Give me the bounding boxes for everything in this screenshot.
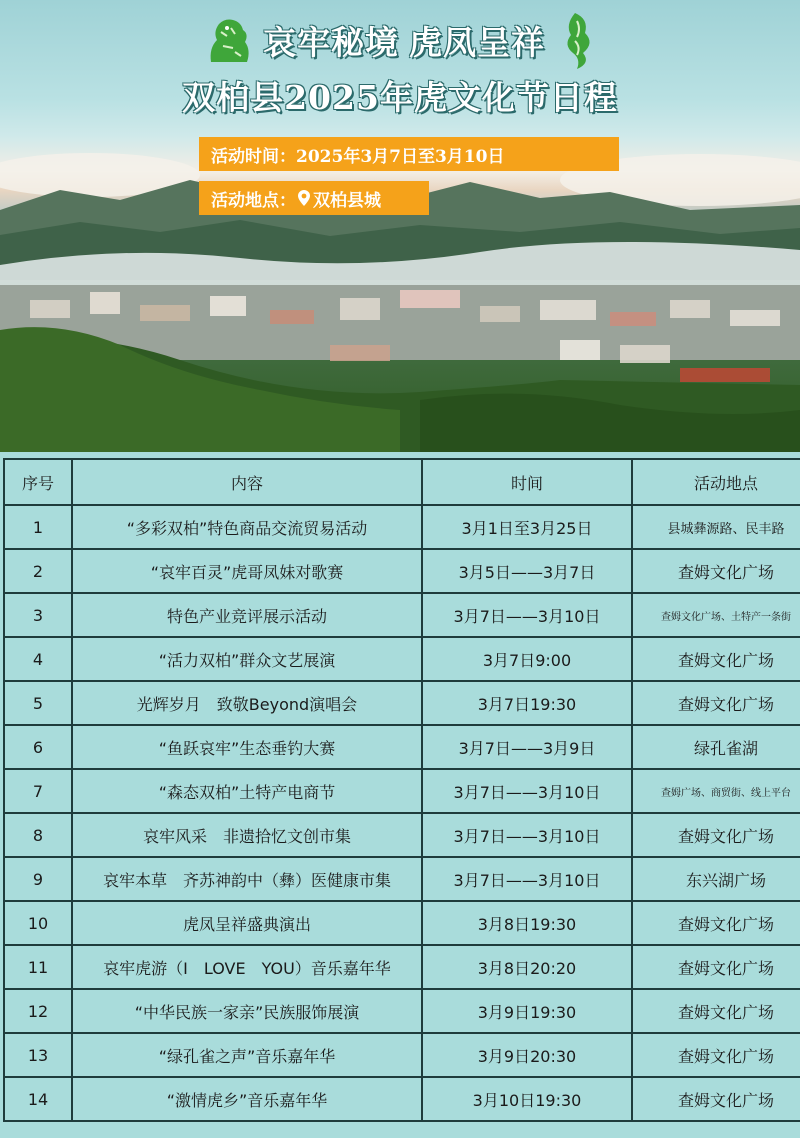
row-no: 11	[4, 945, 72, 989]
row-place: 查姆文化广场	[632, 989, 800, 1033]
table-row	[4, 549, 800, 593]
row-content: “哀牢百灵”虎哥凤妹对歌赛	[72, 549, 422, 593]
row-content: 哀牢本草 齐苏神韵中（彝）医健康市集	[72, 857, 422, 901]
time-value: 2025年3月7日至3月10日	[296, 146, 505, 167]
slogan-left: 哀牢秘境	[263, 22, 399, 62]
table-row	[4, 857, 800, 901]
header-place: 活动地点	[632, 459, 800, 505]
row-time: 3月7日——3月10日	[422, 857, 632, 901]
row-time: 3月9日19:30	[422, 989, 632, 1033]
row-no: 1	[4, 505, 72, 549]
table-row	[4, 989, 800, 1033]
time-label: 活动时间：	[211, 146, 296, 167]
row-time: 3月5日——3月7日	[422, 549, 632, 593]
table-header-row	[4, 459, 800, 505]
row-time: 3月7日——3月10日	[422, 593, 632, 637]
row-place: 查姆文化广场	[632, 945, 800, 989]
row-place: 查姆文化广场	[632, 681, 800, 725]
location-pin-icon	[298, 190, 310, 206]
table-row	[4, 813, 800, 857]
row-no: 10	[4, 901, 72, 945]
event-time-banner	[199, 137, 619, 171]
header-no: 序号	[4, 459, 72, 505]
table-row	[4, 637, 800, 681]
table-row	[4, 725, 800, 769]
slogan-right: 虎凤呈祥	[409, 22, 545, 62]
row-place: 绿孔雀湖	[632, 725, 800, 769]
row-content: 虎凤呈祥盛典演出	[72, 901, 422, 945]
table-row	[4, 593, 800, 637]
header-time: 时间	[422, 459, 632, 505]
table-row	[4, 945, 800, 989]
row-time: 3月7日——3月9日	[422, 725, 632, 769]
table-row	[4, 901, 800, 945]
row-no: 9	[4, 857, 72, 901]
row-no: 13	[4, 1033, 72, 1077]
row-no: 14	[4, 1077, 72, 1121]
row-content: 特色产业竞评展示活动	[72, 593, 422, 637]
tiger-icon	[205, 12, 253, 68]
row-time: 3月1日至3月25日	[422, 505, 632, 549]
row-content: “中华民族一家亲”民族服饰展演	[72, 989, 422, 1033]
row-content: “鱼跃哀牢”生态垂钓大赛	[72, 725, 422, 769]
row-place: 查姆文化广场	[632, 637, 800, 681]
row-no: 12	[4, 989, 72, 1033]
row-content: 哀牢风采 非遗拾忆文创市集	[72, 813, 422, 857]
row-place: 查姆文化广场	[632, 813, 800, 857]
row-no: 7	[4, 769, 72, 813]
row-no: 2	[4, 549, 72, 593]
row-content: “活力双柏”群众文艺展演	[72, 637, 422, 681]
hero-banner	[0, 0, 800, 452]
table-row	[4, 1077, 800, 1121]
row-place: 查姆文化广场	[632, 549, 800, 593]
row-place: 查姆文化广场	[632, 1033, 800, 1077]
row-no: 5	[4, 681, 72, 725]
row-content: “激情虎乡”音乐嘉年华	[72, 1077, 422, 1121]
row-no: 8	[4, 813, 72, 857]
row-place: 查姆广场、商贸街、线上平台	[632, 769, 800, 813]
phoenix-icon	[555, 9, 595, 71]
table-row	[4, 505, 800, 549]
row-place: 查姆文化广场、土特产一条街	[632, 593, 800, 637]
header-content: 内容	[72, 459, 422, 505]
schedule-table	[3, 458, 800, 1122]
row-place: 县城彝源路、民丰路	[632, 505, 800, 549]
row-no: 3	[4, 593, 72, 637]
row-time: 3月7日——3月10日	[422, 769, 632, 813]
row-time: 3月7日19:30	[422, 681, 632, 725]
event-place-banner	[199, 181, 429, 215]
row-place: 查姆文化广场	[632, 1077, 800, 1121]
page-title: 双柏县2025年虎文化节日程	[182, 78, 618, 117]
place-value: 双柏县城	[313, 190, 381, 211]
row-time: 3月9日20:30	[422, 1033, 632, 1077]
row-time: 3月8日20:20	[422, 945, 632, 989]
table-row	[4, 1033, 800, 1077]
table-row	[4, 769, 800, 813]
row-content: 哀牢虎游（I LOVE YOU）音乐嘉年华	[72, 945, 422, 989]
slogan-row	[0, 10, 800, 70]
row-no: 6	[4, 725, 72, 769]
row-content: “森态双柏”土特产电商节	[72, 769, 422, 813]
row-place: 查姆文化广场	[632, 901, 800, 945]
row-time: 3月7日——3月10日	[422, 813, 632, 857]
row-time: 3月10日19:30	[422, 1077, 632, 1121]
row-place: 东兴湖广场	[632, 857, 800, 901]
row-content: “多彩双柏”特色商品交流贸易活动	[72, 505, 422, 549]
row-time: 3月8日19:30	[422, 901, 632, 945]
row-content: 光辉岁月 致敬Beyond演唱会	[72, 681, 422, 725]
row-no: 4	[4, 637, 72, 681]
table-row	[4, 681, 800, 725]
row-content: “绿孔雀之声”音乐嘉年华	[72, 1033, 422, 1077]
row-time: 3月7日9:00	[422, 637, 632, 681]
place-label: 活动地点：	[211, 190, 296, 211]
